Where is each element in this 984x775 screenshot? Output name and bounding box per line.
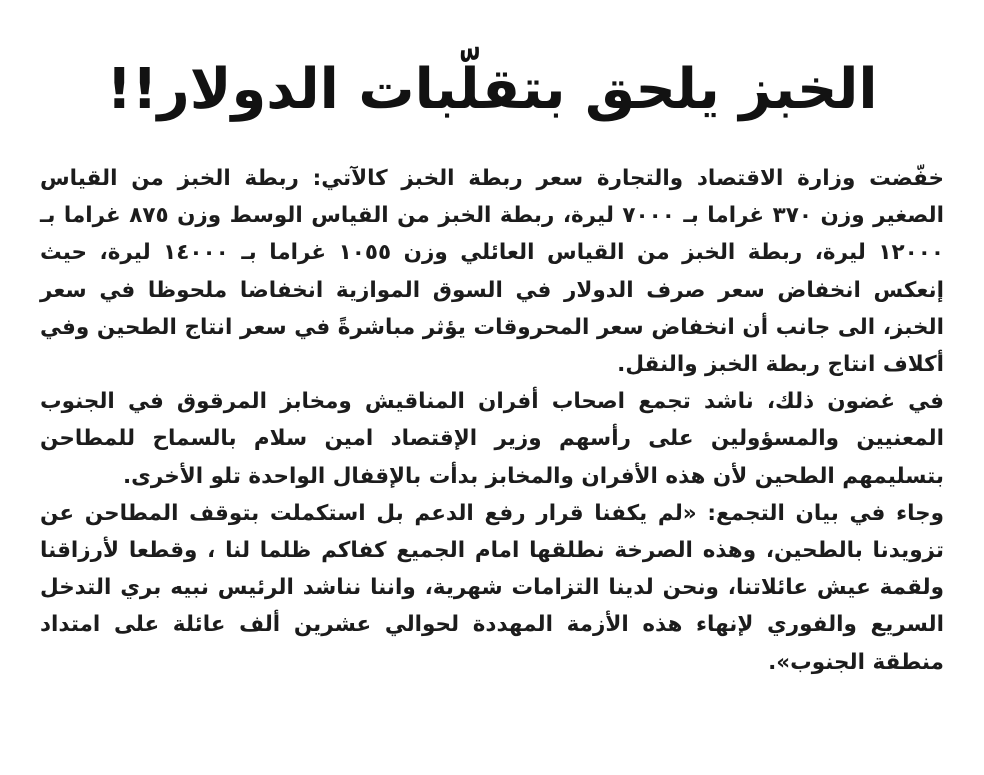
- article-body: [40, 160, 944, 681]
- article-paragraph-2: في غضون ذلك، ناشد تجمع اصحاب أفران المناقيش ومخابز المرقوق في الجنوب المعنيين والمسؤولين على رأسهم وزير الإقتصاد امين سلام بالسماح للمطاحن بتسليمهم الطحين لأن هذه الأفران والمخابز بدأت بالإقفال الواحدة تلو الأخرى.: [40, 389, 944, 489]
- article-paragraph-3: وجاء في بيان التجمع: «لم يكفنا قرار رفع الدعم بل استكملت بتوقف المطاحن عن تزويدنا بالطحين، وهذه الصرخة نطلقها امام الجميع كفاكم ظلما لنا ، وقطعا لأرزاقنا ولقمة عيش عائلاتنا، ونحن لدينا التزامات شهرية، واننا نناشد الرئيس نبيه بري التدخل السريع والفوري لإنهاء هذه الأزمة المهددة لحوالي عشرين ألف عائلة على امتداد منطقة الجنوب».: [40, 500, 944, 675]
- article-headline: الخبز يلحق بتقلّبات الدولار!!: [106, 57, 878, 122]
- article-paragraph-1: خفّضت وزارة الاقتصاد والتجارة سعر ربطة الخبز كالآتي: ربطة الخبز من القياس الصغير وزن ٣٧٠ غراما بـ ٧٠٠٠ ليرة، ربطة الخبز من القياس الوسط وزن ٨٧٥ غراما بـ ١٢٠٠٠ ليرة، ربطة الخبز من القياس العائلي وزن ١٠٥٥ غراما بـ ١٤٠٠٠ ليرة، حيث إنعكس انخفاض سعر صرف الدولار في السوق الموازية انخفاضا ملحوظا في سعر الخبز، الى جانب أن انخفاض سعر المحروقات يؤثر مباشرةً في سعر انتاج الطحين وفي أكلاف انتاج ربطة الخبز والنقل.: [40, 166, 944, 378]
